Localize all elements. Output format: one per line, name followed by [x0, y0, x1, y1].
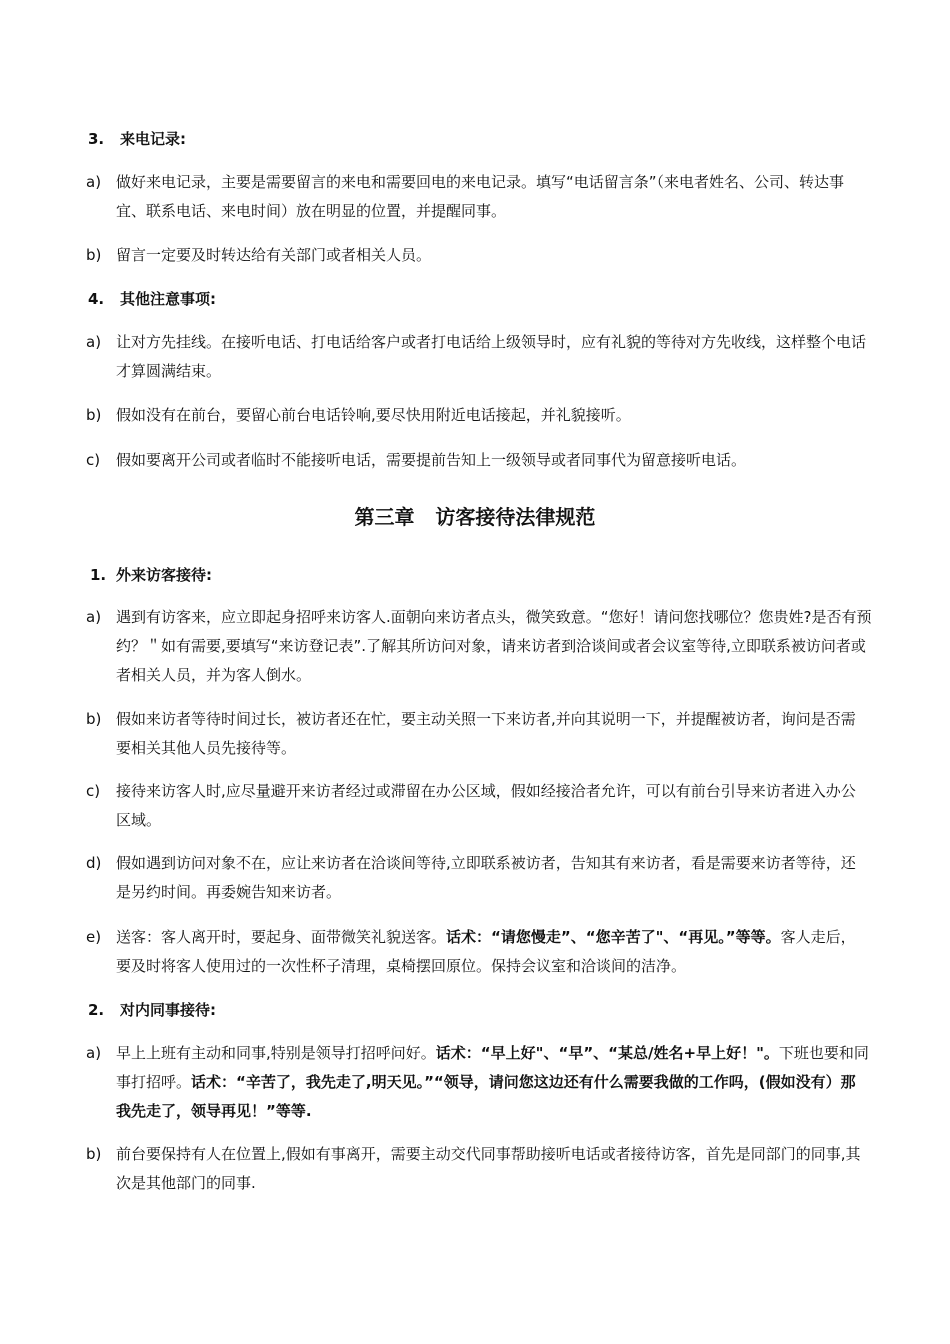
- list-item: [86, 241, 868, 270]
- item-text: [116, 1039, 870, 1126]
- section-heading-2: [88, 1000, 216, 1020]
- item-text: 假如要离开公司或者临时不能接听电话，需要提前告知上一级领导或者同事代为留意接听电话。: [116, 451, 747, 469]
- list-item: [86, 923, 870, 981]
- item-text: [116, 923, 870, 981]
- section-title: 对内同事接待:: [120, 1001, 216, 1019]
- section-heading-1: [90, 565, 212, 585]
- list-item: [86, 1039, 870, 1126]
- chapter-title: 第三章 访客接待法律规范: [354, 505, 596, 529]
- text-run: 早上上班有主动和同事,特别是领导打招呼问好。: [116, 1044, 436, 1062]
- list-item: [86, 1140, 868, 1198]
- section-heading-3: [88, 129, 186, 149]
- item-marker: b): [86, 710, 102, 728]
- item-text: 让对方先挂线。在接听电话、打电话给客户或者打电话给上级领导时，应有礼貌的等待对方先收线，这样整个电话才算圆满结束。: [116, 333, 867, 380]
- item-text: 做好来电记录，主要是需要留言的来电和需要回电的来电记录。填写“电话留言条”（来电者姓名、公司、转达事宜、联系电话、来电时间）放在明显的位置，并提醒同事。: [116, 173, 845, 220]
- section-title: 外来访客接待:: [116, 566, 212, 584]
- item-text: 遇到有访客来，应立即起身招呼来访客人.面朝向来访者点头，微笑致意。“您好！请问您找哪位？您贵姓?是否有预约？＂如有需要,要填写“来访登记表”.了解其所访问对象，请来访者到洽谈间或者会议室等待,立即联系被访问者或者相关人员，并为客人倒水。: [116, 608, 872, 684]
- item-text: 假如遇到访问对象不在，应让来访者在洽谈间等待,立即联系被访者，告知其有来访者，看是需要来访者等待，还是另约时间。再委婉告知来访者。: [116, 854, 856, 901]
- script-phrase: 话术：“请您慢走”、“您辛苦了"、“再见。”等等。: [446, 928, 781, 946]
- section-number: 2.: [88, 1001, 105, 1019]
- section-number: 1.: [90, 566, 107, 584]
- list-item: [86, 446, 868, 475]
- item-marker: b): [86, 406, 102, 424]
- section-title: 其他注意事项:: [120, 290, 216, 308]
- item-marker: e): [86, 928, 102, 946]
- list-item: [86, 401, 868, 430]
- list-item: [86, 603, 872, 690]
- item-text: 假如来访者等待时间过长，被访者还在忙，要主动关照一下来访者,并向其说明一下，并提醒被访者，询问是否需要相关其他人员先接待等。: [116, 710, 856, 757]
- text-run: 客人走后，要及时将客人使用过的一次性杯子清理，桌椅摆回原位。保持会议室和洽谈间的洁净。: [116, 928, 856, 975]
- item-marker: c): [86, 451, 101, 469]
- section-title: 来电记录:: [120, 130, 186, 148]
- item-marker: d): [86, 854, 102, 872]
- text-run: 送客：客人离开时，要起身、面带微笑礼貌送客。: [116, 928, 447, 946]
- section-heading-4: [88, 289, 216, 309]
- item-marker: b): [86, 246, 102, 264]
- section-number: 3.: [88, 130, 105, 148]
- item-marker: c): [86, 782, 101, 800]
- list-item: [86, 849, 868, 907]
- list-item: [86, 777, 868, 835]
- list-item: [86, 328, 868, 386]
- script-phrase: 话术：“早上好"、“早”、“某总/姓名+早上好！"。: [435, 1044, 779, 1062]
- list-item: [86, 168, 868, 226]
- section-number: 4.: [88, 290, 105, 308]
- item-marker: b): [86, 1145, 102, 1163]
- item-text: 接待来访客人时,应尽量避开来访者经过或滞留在办公区域，假如经接洽者允许，可以有前台引导来访者进入办公区域。: [116, 782, 856, 829]
- item-text: 留言一定要及时转达给有关部门或者相关人员。: [116, 246, 432, 264]
- item-text: 前台要保持有人在位置上,假如有事离开，需要主动交代同事帮助接听电话或者接待访客，首先是同部门的同事,其次是其他部门的同事.: [116, 1145, 861, 1192]
- text-run: 下班也要和同事打招呼。: [116, 1044, 869, 1091]
- item-marker: a): [86, 333, 102, 351]
- item-marker: a): [86, 173, 102, 191]
- item-text: 假如没有在前台，要留心前台电话铃响,要尽快用附近电话接起，并礼貌接听。: [116, 406, 631, 424]
- script-phrase: 话术：“辛苦了，我先走了,明天见。”“领导，请问您这边还有什么需要我做的工作吗，(假如没有）那我先走了，领导再见！”等等.: [116, 1073, 856, 1120]
- list-item: [86, 705, 868, 763]
- item-marker: a): [86, 608, 102, 626]
- item-marker: a): [86, 1044, 102, 1062]
